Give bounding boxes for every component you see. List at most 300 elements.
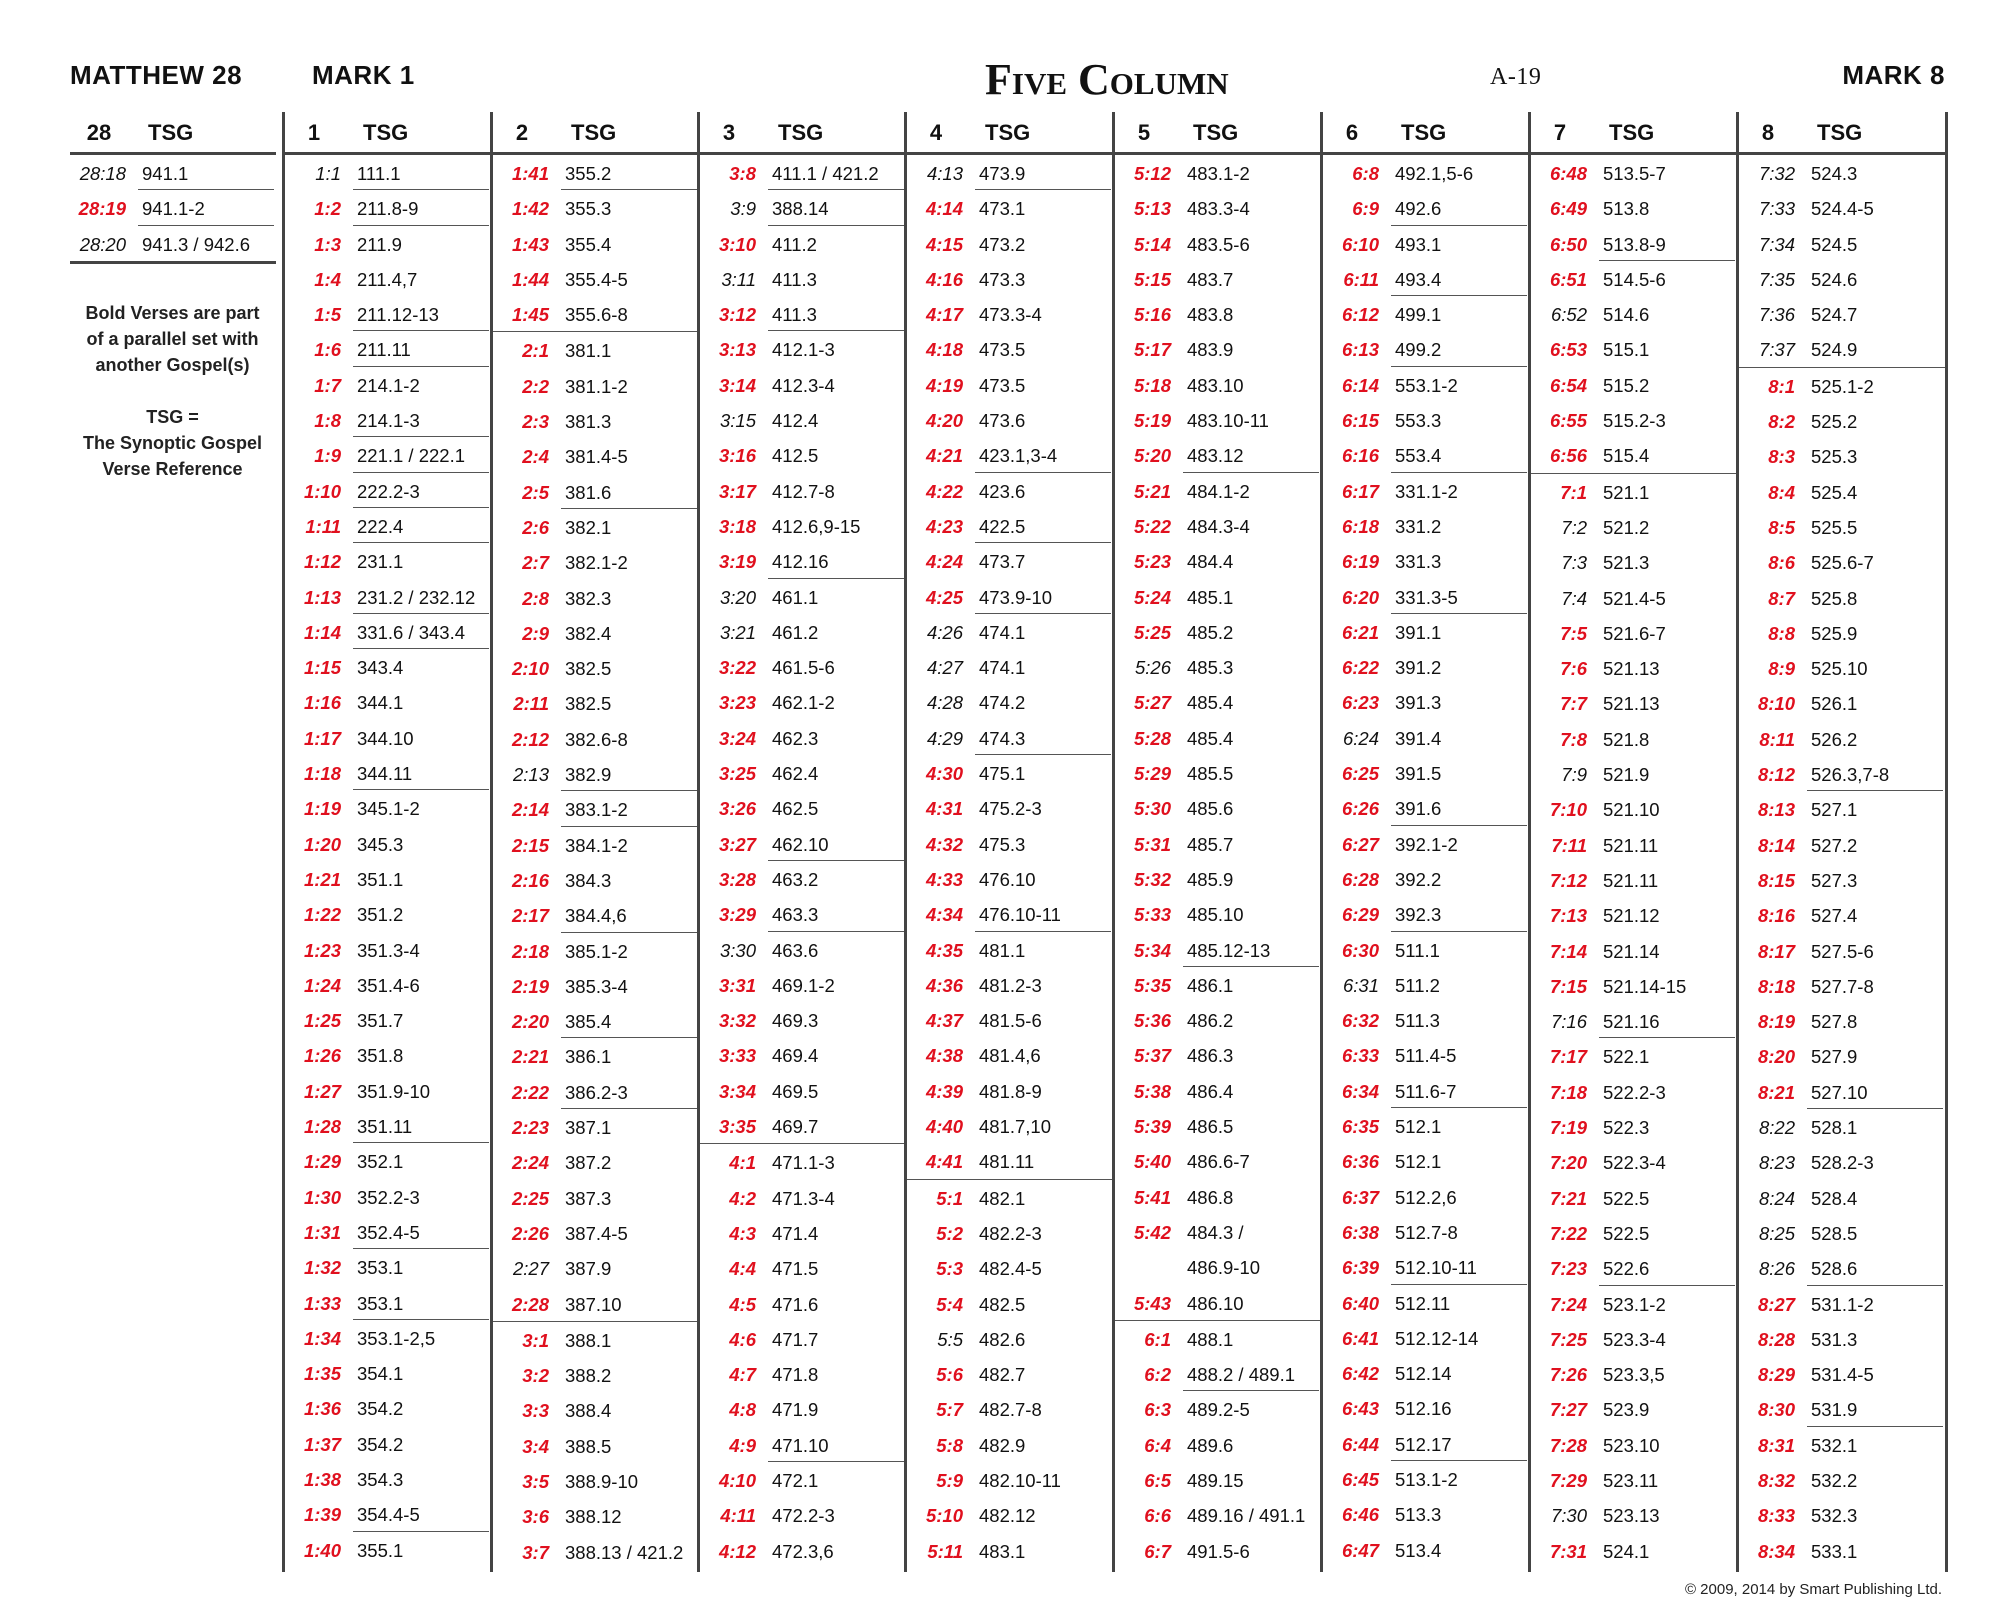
verse-bold: 5:12 — [1133, 163, 1171, 184]
table-row — [285, 1390, 491, 1425]
tsg-reference: 211.12-13 — [357, 304, 439, 326]
tsg-reference: 388.13 / 421.2 — [565, 1541, 684, 1563]
tsg-reference: 355.1 — [357, 1539, 404, 1561]
verse-bold: 8:8 — [1768, 622, 1795, 644]
verse-bold: 4:7 — [729, 1364, 756, 1386]
table-row — [907, 684, 1113, 719]
tsg-reference: 381.1 — [565, 340, 612, 362]
verse-bold: 4:16 — [925, 268, 963, 290]
table-row — [1739, 580, 1945, 615]
verse-bold: 6:25 — [1341, 763, 1379, 785]
verse-bold: 1:44 — [511, 268, 549, 290]
verse-bold: 3:10 — [718, 233, 756, 255]
table-row — [285, 579, 491, 614]
tsg-reference: 521.12 — [1603, 905, 1660, 927]
tsg-reference: 482.10-11 — [979, 1469, 1061, 1491]
column-tsg-label: TSG — [778, 120, 824, 145]
tsg-reference: 331.3-5 — [1395, 586, 1458, 608]
tsg-reference: 471.8 — [772, 1364, 819, 1386]
tsg-reference: 553.4 — [1395, 445, 1442, 467]
tsg-reference: 523.1-2 — [1603, 1293, 1666, 1315]
table-row — [285, 296, 491, 331]
tsg-reference: 482.7-8 — [979, 1399, 1042, 1421]
tsg-reference: 511.3 — [1395, 1010, 1440, 1032]
verse-bold: 5:2 — [936, 1222, 963, 1244]
verse-bold: 1:17 — [303, 727, 341, 749]
tsg-reference: 473.2 — [979, 233, 1026, 255]
table-row — [493, 650, 699, 685]
tsg-reference: 524.1 — [1603, 1540, 1650, 1562]
table-row — [493, 261, 699, 296]
tsg-reference: 382.4 — [565, 622, 612, 644]
tsg-reference: 473.3-4 — [979, 304, 1042, 326]
table-row — [907, 826, 1113, 861]
table-row — [285, 1214, 491, 1249]
verse-bold: 8:6 — [1768, 552, 1795, 574]
verse-bold: 4:15 — [925, 233, 963, 255]
verse-bold: 4:2 — [729, 1187, 756, 1209]
verse-bold: 7:20 — [1549, 1152, 1587, 1174]
table-row — [1115, 1037, 1321, 1072]
column-number: 7 — [1553, 120, 1567, 145]
verse-bold: 2:6 — [522, 516, 549, 538]
tsg-reference: 492.1,5-6 — [1395, 163, 1474, 184]
verse: 5:26 — [1134, 657, 1171, 679]
table-row — [1531, 1250, 1737, 1285]
verse-bold: 6:53 — [1549, 339, 1587, 361]
tsg-reference: 512.12-14 — [1395, 1327, 1479, 1349]
table-row — [1739, 1356, 1945, 1391]
table-row — [285, 1496, 491, 1531]
verse-bold: 6:6 — [1144, 1505, 1171, 1527]
verse-bold: 7:31 — [1549, 1540, 1587, 1562]
verse: 2:27 — [512, 1258, 549, 1280]
tsg-reference: 344.11 — [357, 763, 413, 785]
tsg-reference: 411.3 — [772, 304, 817, 326]
verse-bold: 3:23 — [718, 692, 756, 714]
verse-bold: 2:9 — [522, 622, 549, 644]
verse-bold: 6:46 — [1341, 1504, 1379, 1526]
table-row — [1323, 755, 1529, 790]
verse: 7:9 — [1561, 764, 1587, 786]
tsg-reference: 941.1-2 — [142, 198, 205, 220]
verse-bold: 7:27 — [1549, 1399, 1587, 1421]
verse: 3:15 — [719, 410, 756, 432]
table-row — [1115, 649, 1321, 684]
verse-bold: 8:7 — [1768, 587, 1795, 609]
tsg-reference: 511.6-7 — [1395, 1080, 1457, 1102]
table-row — [285, 896, 491, 931]
tsg-reference: 461.5-6 — [772, 657, 835, 679]
tsg-reference: 343.4 — [357, 657, 404, 679]
table-row — [1115, 1143, 1321, 1178]
note-line: Verse Reference — [102, 459, 243, 479]
verse-bold: 6:2 — [1144, 1364, 1171, 1386]
tsg-reference: 486.9-10 — [1187, 1257, 1261, 1279]
column-4 — [904, 112, 1113, 1572]
tsg-reference: 513.8-9 — [1603, 233, 1666, 255]
verse-bold: 7:1 — [1560, 481, 1587, 503]
tsg-reference: 354.4-5 — [357, 1504, 420, 1526]
table-row — [493, 1463, 699, 1498]
table-row — [907, 261, 1113, 296]
verse-bold: 4:34 — [925, 904, 963, 926]
tsg-reference: 355.4 — [565, 233, 612, 255]
tsg-reference: 521.10 — [1603, 799, 1660, 821]
verse-bold: 6:18 — [1341, 515, 1379, 537]
tsg-reference: 493.1 — [1395, 233, 1442, 255]
verse-bold: 8:3 — [1768, 446, 1795, 468]
table-row — [1739, 1462, 1945, 1497]
tsg-reference: 354.3 — [357, 1468, 404, 1490]
tsg-reference: 463.2 — [772, 868, 819, 890]
note-line: TSG = — [146, 407, 199, 427]
tsg-reference: 514.6 — [1603, 304, 1650, 326]
verse-bold: 2:5 — [522, 481, 549, 503]
tsg-reference: 486.5 — [1187, 1116, 1234, 1138]
verse-bold: 4:17 — [925, 304, 963, 326]
table-row — [907, 1073, 1113, 1108]
table-row — [1323, 1532, 1529, 1567]
verse-bold: 6:47 — [1341, 1539, 1379, 1561]
tsg-reference: 462.5 — [772, 798, 819, 820]
verse-bold: 6:17 — [1341, 480, 1379, 502]
verse-bold: 6:33 — [1341, 1045, 1379, 1067]
tsg-reference: 489.16 / 491.1 — [1187, 1505, 1306, 1527]
verse-bold: 2:20 — [511, 1011, 549, 1033]
verse-bold: 7:7 — [1560, 693, 1587, 715]
verse-bold: 4:3 — [729, 1222, 756, 1244]
table-row — [1531, 1215, 1737, 1250]
table-row — [1115, 1497, 1321, 1532]
table-row — [1531, 1109, 1737, 1144]
verse-bold: 7:19 — [1549, 1117, 1587, 1139]
tsg-reference: 387.4-5 — [565, 1222, 628, 1244]
tsg-reference: 532.3 — [1811, 1505, 1858, 1527]
verse-bold: 6:21 — [1341, 621, 1379, 643]
tsg-reference: 214.1-3 — [357, 410, 420, 432]
table-row — [1531, 862, 1737, 897]
verse-bold: 8:12 — [1757, 764, 1795, 786]
tsg-reference: 486.6-7 — [1187, 1151, 1250, 1173]
tsg-reference: 485.6 — [1187, 798, 1234, 820]
table-row — [1531, 190, 1737, 225]
tsg-reference: 485.5 — [1187, 763, 1234, 785]
verse: 7:4 — [1561, 587, 1587, 609]
table-row — [1739, 1427, 1945, 1462]
table-row — [700, 1037, 906, 1072]
table-row — [285, 1355, 491, 1390]
tsg-reference: 489.6 — [1187, 1434, 1234, 1456]
verse-bold: 1:36 — [303, 1398, 341, 1420]
table-row — [1323, 367, 1529, 402]
table-row — [700, 684, 906, 719]
tsg-reference: 355.2 — [565, 163, 612, 184]
table-row — [1323, 932, 1529, 967]
tsg-reference: 484.3-4 — [1187, 515, 1250, 537]
tsg-reference: 521.16 — [1603, 1011, 1660, 1033]
tsg-reference: 353.1-2,5 — [357, 1327, 436, 1349]
verse-bold: 4:30 — [925, 763, 963, 785]
verse-bold: 8:4 — [1768, 481, 1795, 503]
tsg-reference: 521.4-5 — [1603, 587, 1666, 609]
verse-bold: 5:16 — [1133, 304, 1171, 326]
table-row — [285, 1143, 491, 1178]
verse-bold: 5:11 — [927, 1540, 963, 1562]
tsg-reference: 351.4-6 — [357, 974, 420, 996]
tsg-reference: 485.10 — [1187, 904, 1244, 926]
table-row — [1323, 720, 1529, 755]
verse: 6:52 — [1550, 304, 1587, 326]
tsg-reference: 423.6 — [979, 480, 1026, 502]
table-row — [1115, 1285, 1321, 1321]
tsg-reference: 351.11 — [357, 1116, 413, 1138]
table-row — [1739, 155, 1945, 190]
table-row — [285, 226, 491, 261]
tsg-reference: 524.5 — [1811, 233, 1858, 255]
verse-bold: 1:6 — [314, 339, 341, 361]
table-row — [1739, 1391, 1945, 1426]
tsg-reference: 531.9 — [1811, 1399, 1858, 1421]
table-row — [1739, 933, 1945, 968]
verse-bold: 3:13 — [718, 339, 756, 361]
table-row — [907, 1356, 1113, 1391]
table-row — [700, 1497, 906, 1532]
tsg-reference: 469.3 — [772, 1010, 819, 1032]
table-row — [493, 474, 699, 509]
tsg-reference: 526.3,7-8 — [1811, 764, 1890, 786]
tsg-reference: 472.2-3 — [772, 1505, 835, 1527]
table-row — [1739, 1533, 1945, 1568]
verse-bold: 7:11 — [1551, 834, 1587, 856]
table-row — [1323, 473, 1529, 508]
table-row — [1323, 684, 1529, 719]
table-row — [285, 684, 491, 719]
table-row — [493, 968, 699, 1003]
table-row — [493, 1357, 699, 1392]
verse-bold: 1:45 — [511, 304, 549, 326]
verse-bold: 5:35 — [1133, 974, 1171, 996]
table-row — [907, 1533, 1113, 1568]
column-tsg-label: TSG — [1609, 120, 1655, 145]
table-row — [1531, 1391, 1737, 1426]
table-row — [70, 155, 276, 190]
verse-bold: 8:20 — [1757, 1046, 1795, 1068]
tsg-reference: 483.12 — [1187, 445, 1244, 467]
verse-bold: 6:15 — [1341, 410, 1379, 432]
table-row — [493, 580, 699, 615]
table-row — [1739, 403, 1945, 438]
verse-bold: 3:12 — [718, 304, 756, 326]
tsg-reference: 523.3-4 — [1603, 1328, 1666, 1350]
verse-bold: 6:54 — [1549, 374, 1587, 396]
verse: 7:16 — [1550, 1011, 1587, 1033]
verse-bold: 6:1 — [1144, 1328, 1171, 1350]
table-row — [285, 1285, 491, 1320]
table-row — [1739, 1250, 1945, 1285]
verse-bold: 1:14 — [303, 621, 341, 643]
tsg-reference: 481.11 — [979, 1151, 1035, 1173]
verse-bold: 6:51 — [1549, 268, 1587, 290]
tsg-reference: 331.3 — [1395, 551, 1442, 573]
verse-bold: 6:34 — [1341, 1080, 1379, 1102]
table-row — [1739, 791, 1945, 826]
verse-bold: 6:56 — [1549, 445, 1587, 467]
tsg-reference: 525.6-7 — [1811, 552, 1874, 574]
verse-bold: 7:15 — [1549, 975, 1587, 997]
table-row — [1115, 1321, 1321, 1356]
verse-bold: 4:18 — [925, 339, 963, 361]
table-row — [1115, 1073, 1321, 1108]
tsg-reference: 521.14-15 — [1603, 975, 1687, 997]
tsg-reference: 524.6 — [1811, 268, 1858, 290]
verse-bold: 7:12 — [1549, 869, 1587, 891]
verse-bold: 4:6 — [729, 1328, 756, 1350]
tsg-reference: 383.1-2 — [565, 799, 628, 821]
verse-bold: 6:41 — [1341, 1327, 1379, 1349]
column-number: 4 — [929, 120, 943, 145]
table-row — [907, 367, 1113, 402]
tsg-reference: 481.1 — [979, 939, 1026, 961]
table-row — [1739, 438, 1945, 473]
verse: 3:20 — [719, 586, 756, 608]
verse-bold: 4:19 — [925, 374, 963, 396]
verse-bold: 2:4 — [522, 446, 549, 468]
column-8 — [1736, 112, 1948, 1572]
verse-bold: 5:9 — [936, 1469, 963, 1491]
verse: 8:25 — [1758, 1222, 1795, 1244]
tsg-reference: 391.4 — [1395, 727, 1442, 749]
tsg-reference: 387.9 — [565, 1258, 612, 1280]
tsg-reference: 483.5-6 — [1187, 233, 1250, 255]
tsg-reference: 525.5 — [1811, 516, 1858, 538]
tsg-reference: 381.1-2 — [565, 375, 628, 397]
verse-bold: 3:35 — [718, 1116, 756, 1138]
verse-bold: 4:12 — [718, 1540, 756, 1562]
verse-bold: 8:19 — [1757, 1011, 1795, 1033]
tsg-reference: 533.1 — [1811, 1540, 1858, 1562]
verse-bold: 5:3 — [936, 1258, 963, 1280]
verse-bold: 3:19 — [718, 551, 756, 573]
table-row — [700, 190, 906, 225]
verse-bold: 6:55 — [1549, 410, 1587, 432]
table-row — [1739, 1003, 1945, 1038]
verse-bold: 5:23 — [1133, 551, 1171, 573]
tsg-reference: 486.3 — [1187, 1045, 1234, 1067]
tsg-reference: 391.1 — [1395, 621, 1442, 643]
table-row — [907, 1462, 1113, 1497]
verse-bold: 6:49 — [1549, 198, 1587, 220]
verse-bold: 6:14 — [1341, 374, 1379, 396]
tsg-reference: 331.6 / 343.4 — [357, 621, 466, 643]
tsg-reference: 211.4,7 — [357, 268, 418, 290]
column-header — [285, 112, 491, 155]
table-row — [1531, 226, 1737, 261]
table-row — [1115, 826, 1321, 861]
verse-bold: 1:15 — [303, 657, 341, 679]
verse-bold: 6:26 — [1341, 798, 1379, 820]
table-row — [1531, 402, 1737, 437]
tsg-reference: 382.5 — [565, 693, 612, 715]
table-row — [493, 332, 699, 367]
note-line: Bold Verses are part — [85, 303, 260, 323]
verse: 1:1 — [315, 163, 341, 184]
tsg-reference: 231.2 / 232.12 — [357, 586, 476, 608]
table-row — [493, 403, 699, 438]
header-right-reference: MARK 8 — [1842, 60, 1945, 90]
tsg-reference: 469.1-2 — [772, 974, 835, 996]
tsg-reference: 461.2 — [772, 621, 819, 643]
tsg-reference: 469.5 — [772, 1080, 819, 1102]
table-row — [285, 1108, 491, 1143]
tsg-reference: 521.8 — [1603, 728, 1650, 750]
tsg-reference: 385.3-4 — [565, 975, 628, 997]
table-row — [1115, 1249, 1321, 1284]
column-3 — [697, 112, 906, 1572]
table-row — [1531, 1003, 1737, 1038]
verse-bold: 1:34 — [303, 1327, 341, 1349]
table-row — [1323, 649, 1529, 684]
tsg-reference: 527.5-6 — [1811, 940, 1874, 962]
tsg-reference: 532.2 — [1811, 1469, 1858, 1491]
verse-bold: 4:33 — [925, 868, 963, 890]
verse: 7:36 — [1758, 304, 1795, 326]
verse-bold: 7:24 — [1549, 1293, 1587, 1315]
verse-bold: 6:22 — [1341, 657, 1379, 679]
table-row — [907, 1250, 1113, 1285]
verse-bold: 8:2 — [1768, 411, 1795, 433]
tsg-reference: 526.2 — [1811, 728, 1858, 750]
table-row — [700, 755, 906, 790]
verse-bold: 3:28 — [718, 868, 756, 890]
tsg-reference: 381.3 — [565, 411, 612, 433]
tsg-reference: 481.5-6 — [979, 1010, 1042, 1032]
verse: 6:31 — [1342, 974, 1379, 996]
verse-bold: 5:28 — [1133, 727, 1171, 749]
table-row — [907, 932, 1113, 967]
column-1 — [282, 112, 491, 1572]
verse-bold: 4:10 — [718, 1469, 756, 1491]
verse-bold: 5:41 — [1133, 1186, 1171, 1208]
verse-bold: 1:39 — [303, 1504, 341, 1526]
tsg-reference: 351.7 — [357, 1010, 404, 1032]
verse-bold: 6:4 — [1144, 1434, 1171, 1456]
verse-bold: 6:36 — [1341, 1151, 1379, 1173]
table-row — [907, 543, 1113, 578]
table-row — [907, 579, 1113, 614]
table-row — [1115, 1391, 1321, 1426]
tsg-reference: 387.10 — [565, 1293, 622, 1315]
table-row — [1323, 1179, 1529, 1214]
verse-bold: 2:24 — [511, 1152, 549, 1174]
tsg-reference: 481.4,6 — [979, 1045, 1041, 1067]
table-row — [907, 508, 1113, 543]
verse-bold: 3:1 — [522, 1329, 549, 1351]
table-row — [1531, 968, 1737, 1003]
verse-bold: 8:14 — [1757, 834, 1795, 856]
tsg-reference: 513.1-2 — [1395, 1468, 1458, 1490]
tsg-reference: 523.10 — [1603, 1434, 1660, 1456]
column-tsg-label: TSG — [571, 120, 617, 145]
verse-bold: 3:33 — [718, 1045, 756, 1067]
table-row — [1323, 1073, 1529, 1108]
table-row — [1115, 755, 1321, 790]
verse-bold: 6:27 — [1341, 833, 1379, 855]
table-row — [285, 861, 491, 896]
tsg-reference: 515.1 — [1603, 339, 1650, 361]
verse-bold: 6:23 — [1341, 692, 1379, 714]
table-row — [700, 402, 906, 437]
